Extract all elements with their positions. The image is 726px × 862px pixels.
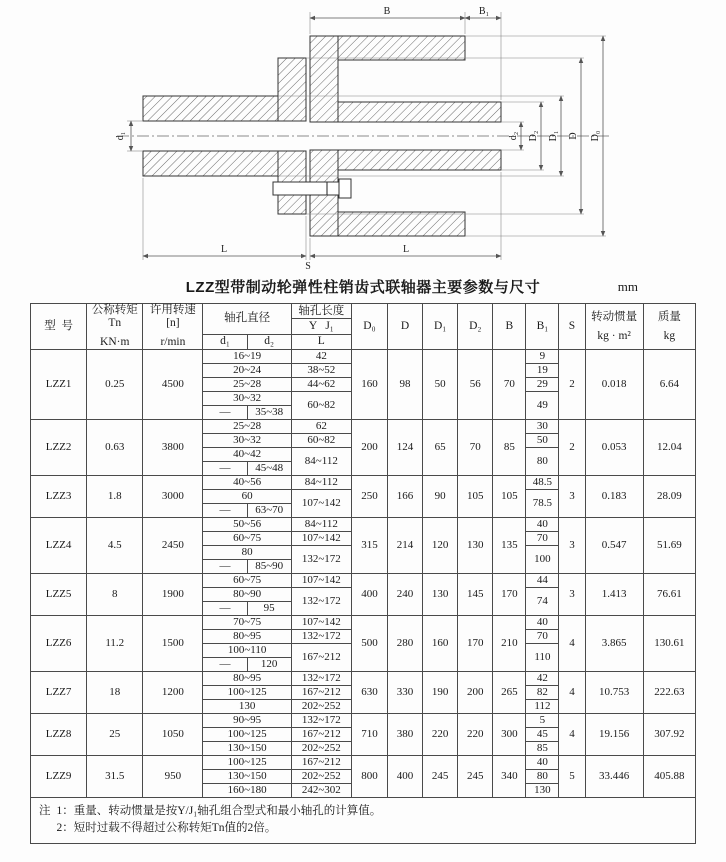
- cell-B1: 80: [526, 770, 559, 784]
- cell-B1: 110: [526, 644, 559, 672]
- cell-D0: 200: [351, 420, 387, 476]
- cell-B: 265: [493, 672, 526, 714]
- cell-speed: 4500: [143, 350, 203, 420]
- col-inertia: 转动惯量 kg · m²: [585, 304, 643, 350]
- cell-bore: 130~150: [203, 742, 291, 756]
- cell-D0: 400: [351, 574, 387, 616]
- cell-D: 214: [388, 518, 423, 574]
- cell-bore: 30~32: [203, 392, 291, 406]
- table-row: [31, 350, 696, 364]
- cell-B1: 40: [526, 756, 559, 770]
- cell-bore: 16~19: [203, 350, 291, 364]
- cell-length: 44~62: [291, 378, 351, 392]
- brake-drum-rim-top: [338, 36, 465, 60]
- cell-mass: 307.92: [643, 714, 695, 756]
- cell-bore: 80~95: [203, 630, 291, 644]
- cell-D: 98: [388, 350, 423, 420]
- cell-S: 3: [559, 476, 585, 518]
- cell-S: 4: [559, 672, 585, 714]
- cell-D2: 220: [458, 714, 493, 756]
- col-speed: 许用转速 [n] r/min: [143, 304, 203, 350]
- cell-model: LZZ2: [31, 420, 87, 476]
- cell-bore: 80~90: [203, 588, 291, 602]
- cell-D: 124: [388, 420, 423, 476]
- notes-prefix: 注: [39, 805, 51, 817]
- cell-mass: 222.63: [643, 672, 695, 714]
- unit-label: mm: [617, 279, 638, 294]
- cell-S: 5: [559, 756, 585, 798]
- cell-length: 38~52: [291, 364, 351, 378]
- elastic-pin: [273, 179, 351, 198]
- col-L: L: [291, 334, 351, 349]
- cell-D0: 250: [351, 476, 387, 518]
- cell-S: 2: [559, 420, 585, 476]
- cell-length: 107~142: [291, 490, 351, 518]
- cell-bore: 70~75: [203, 616, 291, 630]
- cell-length: 107~142: [291, 532, 351, 546]
- table-row: [31, 672, 696, 686]
- cell-length: 84~112: [291, 476, 351, 490]
- cell-B1: 85: [526, 742, 559, 756]
- cell-length: 132~172: [291, 588, 351, 616]
- col-D1: D₁: [423, 304, 458, 350]
- cell-B: 210: [493, 616, 526, 672]
- cell-bore-d2: 95: [247, 602, 291, 616]
- cell-B: 135: [493, 518, 526, 574]
- cell-bore: 80~95: [203, 672, 291, 686]
- cell-B: 300: [493, 714, 526, 756]
- cell-D1: 245: [423, 756, 458, 798]
- cell-bore: 60: [203, 490, 291, 504]
- note-line-2: 2：短时过载不得超过公称转矩Tn值的2倍。: [56, 822, 277, 834]
- cell-bore: 160~180: [203, 784, 291, 798]
- col-d1: d₁: [203, 334, 247, 349]
- cell-torque: 11.2: [87, 616, 143, 672]
- cell-mass: 51.69: [643, 518, 695, 574]
- cell-length: 167~212: [291, 728, 351, 742]
- col-B1: B₁: [526, 304, 559, 350]
- cell-length: 202~252: [291, 700, 351, 714]
- cell-B1: 50: [526, 434, 559, 448]
- col-bore-length: 轴孔长度: [291, 304, 351, 319]
- cell-bore: 100~125: [203, 686, 291, 700]
- cell-inertia: 33.446: [585, 756, 643, 798]
- cell-D1: 190: [423, 672, 458, 714]
- cell-B1: 44: [526, 574, 559, 588]
- cell-S: 3: [559, 574, 585, 616]
- cell-bore: 90~95: [203, 714, 291, 728]
- cell-B1: 78.5: [526, 490, 559, 518]
- cell-speed: 1200: [143, 672, 203, 714]
- cell-B1: 30: [526, 420, 559, 434]
- cell-inertia: 1.413: [585, 574, 643, 616]
- cell-length: 107~142: [291, 574, 351, 588]
- cell-B: 105: [493, 476, 526, 518]
- cell-S: 4: [559, 714, 585, 756]
- cell-inertia: 0.183: [585, 476, 643, 518]
- dim-label-d1: d₁: [115, 131, 126, 141]
- cell-length: 167~212: [291, 644, 351, 672]
- brake-drum-rim-bottom: [338, 212, 465, 236]
- cell-D1: 120: [423, 518, 458, 574]
- cell-B1: 40: [526, 616, 559, 630]
- col-torque: 公称转矩 Tn KN·m: [87, 304, 143, 350]
- header-row: [31, 304, 696, 319]
- cell-speed: 950: [143, 756, 203, 798]
- col-model: 型 号: [31, 304, 87, 350]
- cell-torque: 18: [87, 672, 143, 714]
- cell-torque: 31.5: [87, 756, 143, 798]
- cell-D2: 56: [458, 350, 493, 420]
- cell-length: 167~212: [291, 756, 351, 770]
- cell-B: 170: [493, 574, 526, 616]
- cell-bore-d1: —: [203, 658, 247, 672]
- col-B: B: [493, 304, 526, 350]
- cell-B1: 42: [526, 672, 559, 686]
- cell-bore-d1: —: [203, 560, 247, 574]
- cell-mass: 405.88: [643, 756, 695, 798]
- cell-length: 202~252: [291, 742, 351, 756]
- cell-B1: 49: [526, 392, 559, 420]
- cell-torque: 1.8: [87, 476, 143, 518]
- cell-inertia: 10.753: [585, 672, 643, 714]
- cell-D0: 630: [351, 672, 387, 714]
- spec-table: [30, 303, 696, 844]
- cell-inertia: 0.053: [585, 420, 643, 476]
- cell-D2: 200: [458, 672, 493, 714]
- cell-D2: 130: [458, 518, 493, 574]
- cell-D2: 245: [458, 756, 493, 798]
- dim-label-L-right: L: [402, 244, 410, 255]
- col-D2: D₂: [458, 304, 493, 350]
- table-row: [31, 714, 696, 728]
- table-row: [31, 420, 696, 434]
- cell-length: 132~172: [291, 672, 351, 686]
- cell-B: 70: [493, 350, 526, 420]
- cell-bore: 60~75: [203, 532, 291, 546]
- cell-S: 3: [559, 518, 585, 574]
- cell-D: 330: [388, 672, 423, 714]
- cell-mass: 130.61: [643, 616, 695, 672]
- table-row: [31, 616, 696, 630]
- cell-S: 2: [559, 350, 585, 420]
- cell-mass: 76.61: [643, 574, 695, 616]
- cell-torque: 0.63: [87, 420, 143, 476]
- cell-length: 107~142: [291, 616, 351, 630]
- cell-D: 240: [388, 574, 423, 616]
- cell-length: 242~302: [291, 784, 351, 798]
- cell-D0: 710: [351, 714, 387, 756]
- cell-D0: 800: [351, 756, 387, 798]
- coupling-drawing-container: [103, 4, 623, 272]
- cell-B1: 29: [526, 378, 559, 392]
- cell-bore: 40~56: [203, 476, 291, 490]
- cell-B1: 130: [526, 784, 559, 798]
- cell-D1: 160: [423, 616, 458, 672]
- cell-bore: 130~150: [203, 770, 291, 784]
- cell-model: LZZ1: [31, 350, 87, 420]
- cell-D2: 105: [458, 476, 493, 518]
- cell-torque: 8: [87, 574, 143, 616]
- table-row: [31, 756, 696, 770]
- cell-length: 60~82: [291, 392, 351, 420]
- cell-torque: 25: [87, 714, 143, 756]
- cell-bore: 30~32: [203, 434, 291, 448]
- cell-B1: 70: [526, 532, 559, 546]
- cell-model: LZZ7: [31, 672, 87, 714]
- cell-inertia: 0.018: [585, 350, 643, 420]
- cell-speed: 3000: [143, 476, 203, 518]
- cell-bore: 40~42: [203, 448, 291, 462]
- cell-torque: 0.25: [87, 350, 143, 420]
- table-row: [31, 518, 696, 532]
- coupling-section-drawing: [103, 4, 623, 272]
- cell-bore: 25~28: [203, 420, 291, 434]
- cell-bore-d1: —: [203, 462, 247, 476]
- col-bore-diameter: 轴孔直径: [203, 304, 291, 335]
- cell-B1: 82: [526, 686, 559, 700]
- cell-model: LZZ3: [31, 476, 87, 518]
- cell-B1: 48.5: [526, 476, 559, 490]
- cell-D: 280: [388, 616, 423, 672]
- cell-bore-d1: —: [203, 406, 247, 420]
- cell-length: 60~82: [291, 434, 351, 448]
- cell-bore: 130: [203, 700, 291, 714]
- cell-speed: 2450: [143, 518, 203, 574]
- cell-speed: 1500: [143, 616, 203, 672]
- cell-D: 400: [388, 756, 423, 798]
- col-D: D: [388, 304, 423, 350]
- cell-D: 166: [388, 476, 423, 518]
- cell-mass: 28.09: [643, 476, 695, 518]
- cell-D1: 50: [423, 350, 458, 420]
- cell-model: LZZ9: [31, 756, 87, 798]
- cell-bore: 80: [203, 546, 291, 560]
- cell-B: 85: [493, 420, 526, 476]
- cell-inertia: 19.156: [585, 714, 643, 756]
- cell-B1: 74: [526, 588, 559, 616]
- dim-label-B1: B₁: [478, 6, 490, 17]
- cell-D2: 170: [458, 616, 493, 672]
- cell-D1: 220: [423, 714, 458, 756]
- cell-B1: 45: [526, 728, 559, 742]
- cell-speed: 1050: [143, 714, 203, 756]
- dim-label-B: B: [383, 6, 391, 17]
- cell-length: 132~172: [291, 630, 351, 644]
- cell-bore-d1: —: [203, 504, 247, 518]
- cell-B1: 5: [526, 714, 559, 728]
- cell-D0: 315: [351, 518, 387, 574]
- cell-bore-d1: —: [203, 602, 247, 616]
- cell-model: LZZ6: [31, 616, 87, 672]
- cell-length: 42: [291, 350, 351, 364]
- cell-D0: 500: [351, 616, 387, 672]
- cell-D1: 65: [423, 420, 458, 476]
- cell-bore: 25~28: [203, 378, 291, 392]
- cell-D2: 70: [458, 420, 493, 476]
- cell-D0: 160: [351, 350, 387, 420]
- dim-label-D: D: [568, 132, 579, 140]
- cell-model: LZZ5: [31, 574, 87, 616]
- dim-label-L-left: L: [220, 244, 228, 255]
- cell-model: LZZ8: [31, 714, 87, 756]
- dim-label-D2: D₂: [528, 130, 539, 142]
- cell-inertia: 3.865: [585, 616, 643, 672]
- cell-S: 4: [559, 616, 585, 672]
- cell-length: 202~252: [291, 770, 351, 784]
- cell-B: 340: [493, 756, 526, 798]
- cell-length: 84~112: [291, 448, 351, 476]
- cell-inertia: 0.547: [585, 518, 643, 574]
- col-YJ1: Y J₁: [291, 319, 351, 334]
- cell-model: LZZ4: [31, 518, 87, 574]
- cell-B1: 80: [526, 448, 559, 476]
- cell-B1: 9: [526, 350, 559, 364]
- col-S: S: [559, 304, 585, 350]
- col-D0: D₀: [351, 304, 387, 350]
- cell-bore-d2: 45~48: [247, 462, 291, 476]
- cell-B1: 70: [526, 630, 559, 644]
- cell-bore-d2: 120: [247, 658, 291, 672]
- cell-mass: 12.04: [643, 420, 695, 476]
- cell-D: 380: [388, 714, 423, 756]
- cell-length: 62: [291, 420, 351, 434]
- col-mass: 质量 kg: [643, 304, 695, 350]
- notes-row: [31, 798, 696, 844]
- cell-length: 132~172: [291, 714, 351, 728]
- table-row: [31, 476, 696, 490]
- cell-bore-d2: 85~90: [247, 560, 291, 574]
- cell-bore: 20~24: [203, 364, 291, 378]
- cell-length: 132~172: [291, 546, 351, 574]
- dim-label-D0: D₀: [590, 130, 601, 142]
- cell-bore-d2: 63~70: [247, 504, 291, 518]
- cell-bore: 60~75: [203, 574, 291, 588]
- title-row: [0, 276, 726, 298]
- cell-D2: 145: [458, 574, 493, 616]
- cell-D1: 130: [423, 574, 458, 616]
- cell-bore: 50~56: [203, 518, 291, 532]
- cell-mass: 6.64: [643, 350, 695, 420]
- cell-bore: 100~110: [203, 644, 291, 658]
- cell-length: 167~212: [291, 686, 351, 700]
- cell-bore: 100~125: [203, 756, 291, 770]
- cell-B1: 112: [526, 700, 559, 714]
- cell-torque: 4.5: [87, 518, 143, 574]
- cell-speed: 1900: [143, 574, 203, 616]
- cell-length: 84~112: [291, 518, 351, 532]
- col-d2: d₂: [247, 334, 291, 349]
- note-line-1: 1：重量、转动惯量是按Y/J₁轴孔组合型式和最小轴孔的计算值。: [56, 805, 382, 817]
- cell-D1: 90: [423, 476, 458, 518]
- cell-bore: 100~125: [203, 728, 291, 742]
- cell-bore-d2: 35~38: [247, 406, 291, 420]
- cell-B1: 40: [526, 518, 559, 532]
- dim-label-D1: D₁: [548, 130, 559, 142]
- cell-B1: 19: [526, 364, 559, 378]
- cell-B1: 100: [526, 546, 559, 574]
- table-row: [31, 574, 696, 588]
- table-notes: [31, 798, 696, 844]
- cell-speed: 3800: [143, 420, 203, 476]
- page-title: LZZ型带制动轮弹性柱销齿式联轴器主要参数与尺寸: [185, 279, 541, 296]
- dim-label-d2: d₂: [508, 131, 519, 141]
- dim-label-S: S: [305, 261, 311, 272]
